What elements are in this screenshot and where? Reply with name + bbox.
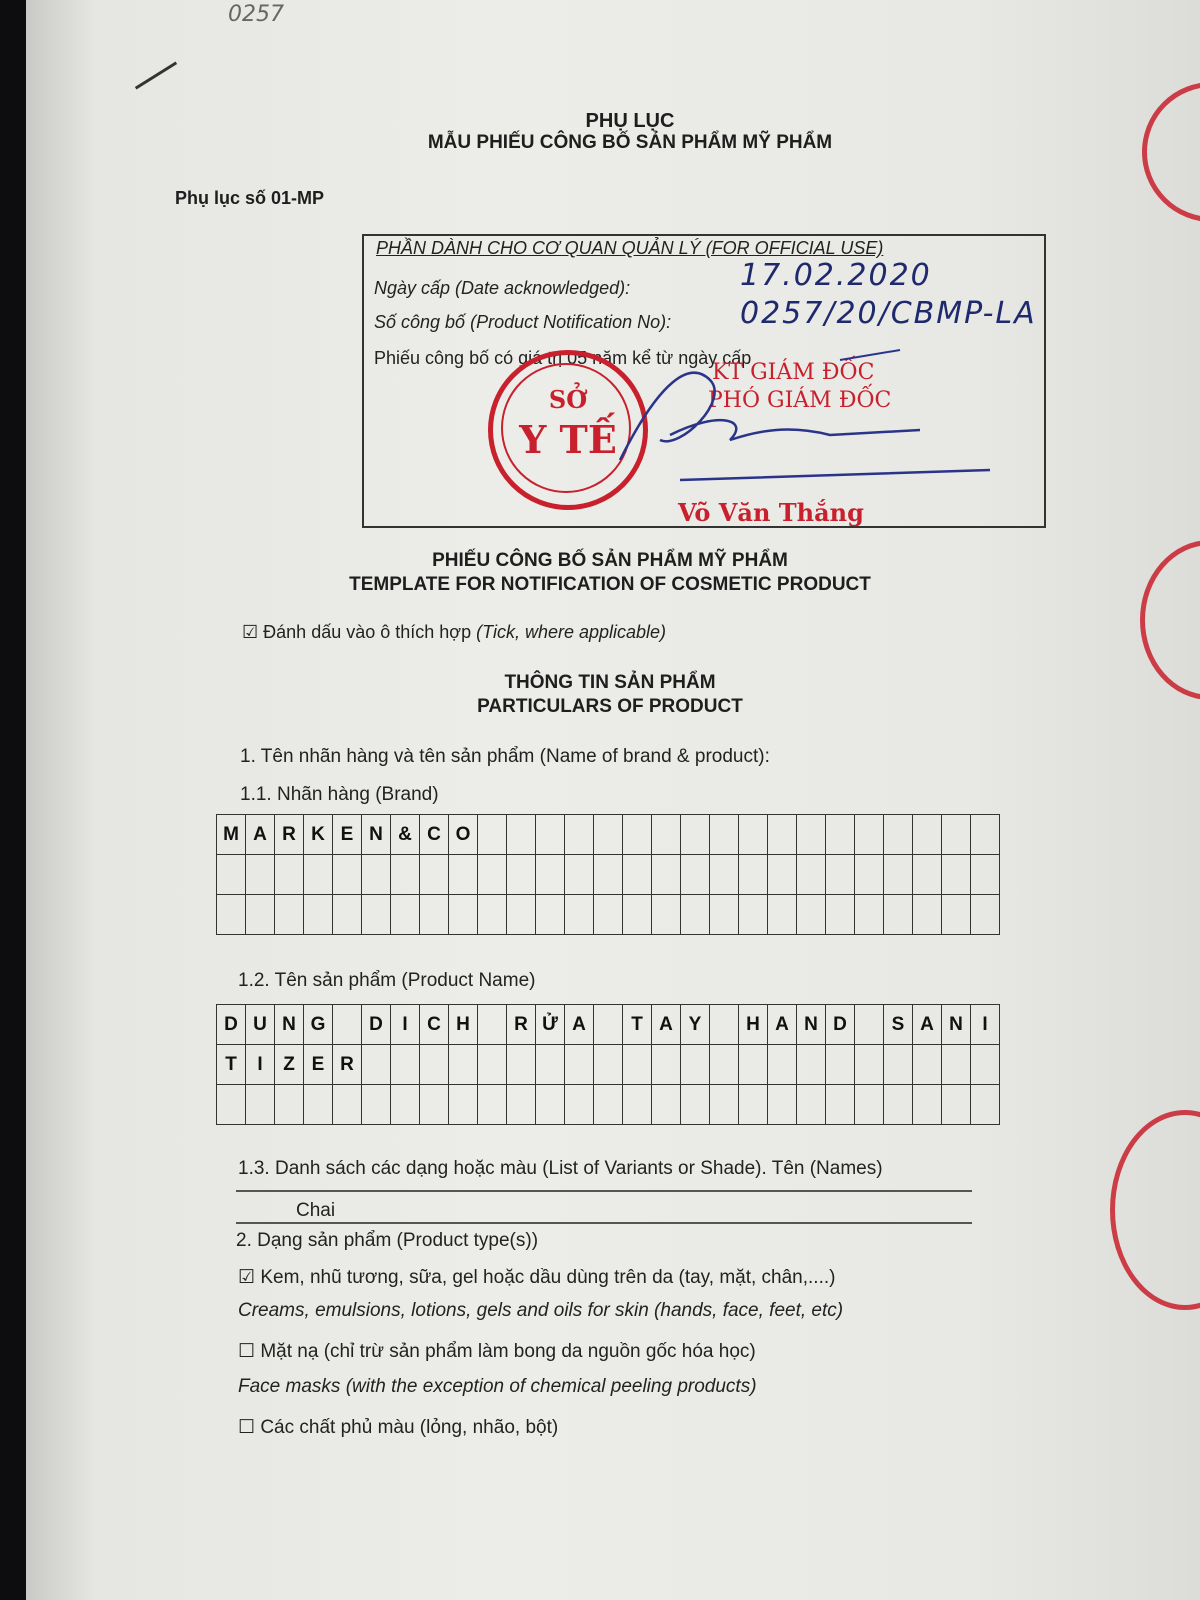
grid-cell <box>623 1045 652 1085</box>
type-option-2 <box>238 1340 756 1363</box>
grid-cell: I <box>246 1045 275 1085</box>
grid-cell <box>884 815 913 855</box>
grid-cell <box>275 1085 304 1125</box>
notification-number-value: 0257/20/CBMP-LA <box>740 296 1037 331</box>
grid-cell <box>304 895 333 935</box>
grid-cell <box>826 1085 855 1125</box>
grid-cell <box>507 1045 536 1085</box>
tick-instruction-vi: Đánh dấu vào ô thích hợp <box>263 622 472 642</box>
grid-cell <box>362 855 391 895</box>
grid-cell <box>594 1085 623 1125</box>
grid-cell <box>710 1045 739 1085</box>
signatory-title-2: PHÓ GIÁM ĐỐC <box>708 388 892 413</box>
grid-cell: H <box>739 1005 768 1045</box>
grid-cell <box>275 895 304 935</box>
grid-cell: N <box>362 815 391 855</box>
grid-cell: N <box>797 1005 826 1045</box>
grid-cell <box>449 1085 478 1125</box>
appendix-number: Phụ lục số 01-MP <box>175 188 325 208</box>
grid-cell <box>855 1005 884 1045</box>
grid-cell <box>971 1045 1000 1085</box>
grid-cell: C <box>420 1005 449 1045</box>
header-line2: MẪU PHIẾU CÔNG BỐ SẢN PHẨM MỸ PHẨM <box>427 132 833 153</box>
grid-cell <box>507 855 536 895</box>
grid-cell <box>710 1085 739 1125</box>
type-option-1-en: Creams, emulsions, lotions, gels and oils for skin (hands, face, feet, etc) <box>238 1300 844 1321</box>
grid-cell <box>826 855 855 895</box>
grid-cell <box>797 855 826 895</box>
grid-cell <box>739 1085 768 1125</box>
grid-cell: A <box>652 1005 681 1045</box>
grid-cell <box>710 855 739 895</box>
grid-cell <box>246 855 275 895</box>
grid-cell <box>391 1045 420 1085</box>
grid-cell <box>971 855 1000 895</box>
grid-cell <box>507 1085 536 1125</box>
grid-cell <box>681 1045 710 1085</box>
grid-cell <box>652 1045 681 1085</box>
grid-cell <box>652 1085 681 1125</box>
grid-cell <box>884 1045 913 1085</box>
handwritten-corner-note: 0257 <box>228 2 284 27</box>
grid-cell: Z <box>275 1045 304 1085</box>
date-acknowledged-value: 17.02.2020 <box>740 258 932 293</box>
product-name-grid <box>216 1004 1000 1125</box>
grid-cell: K <box>304 815 333 855</box>
grid-cell: D <box>217 1005 246 1045</box>
grid-cell: H <box>449 1005 478 1045</box>
section-1-3-label: 1.3. Danh sách các dạng hoặc màu (List of Variants or Shade). Tên (Names) <box>238 1158 883 1179</box>
grid-cell <box>478 1005 507 1045</box>
variants-line-2 <box>236 1222 972 1224</box>
grid-cell <box>681 815 710 855</box>
type-option-1-vi: Kem, nhũ tương, sữa, gel hoặc dầu dùng trên da (tay, mặt, chân,....) <box>260 1267 836 1288</box>
type-option-3 <box>238 1416 558 1439</box>
grid-cell: N <box>275 1005 304 1045</box>
grid-cell: D <box>826 1005 855 1045</box>
grid-cell <box>304 1085 333 1125</box>
grid-cell <box>594 1045 623 1085</box>
grid-cell <box>565 1045 594 1085</box>
grid-row <box>217 1005 1000 1045</box>
validity-label: Phiếu công bố có giá trị 05 năm kể từ ngày cấp <box>374 348 752 368</box>
grid-cell <box>652 855 681 895</box>
grid-cell <box>942 855 971 895</box>
grid-cell <box>333 895 362 935</box>
grid-cell <box>507 895 536 935</box>
grid-cell <box>623 855 652 895</box>
template-title-vi: PHIẾU CÔNG BỐ SẢN PHẨM MỸ PHẨM <box>432 550 788 571</box>
grid-cell <box>420 855 449 895</box>
grid-cell <box>623 815 652 855</box>
grid-cell <box>449 1045 478 1085</box>
grid-cell <box>420 1045 449 1085</box>
grid-cell: M <box>217 815 246 855</box>
section-1-label: 1. Tên nhãn hàng và tên sản phẩm (Name of brand & product): <box>240 746 770 767</box>
grid-cell <box>594 1005 623 1045</box>
signatory-title-1: KT GIÁM ĐỐC <box>712 360 875 385</box>
grid-cell: R <box>333 1045 362 1085</box>
tick-instruction-en: (Tick, where applicable) <box>476 622 667 642</box>
grid-cell <box>420 895 449 935</box>
grid-cell <box>913 815 942 855</box>
grid-cell <box>362 895 391 935</box>
grid-cell <box>681 895 710 935</box>
grid-cell <box>855 815 884 855</box>
type-option-2-vi: Mặt nạ (chỉ trừ sản phẩm làm bong da nguồn gốc hóa học) <box>260 1341 756 1362</box>
grid-cell <box>884 855 913 895</box>
grid-cell <box>565 855 594 895</box>
particulars-title-en: PARTICULARS OF PRODUCT <box>477 696 743 717</box>
grid-cell <box>478 1045 507 1085</box>
grid-cell <box>710 895 739 935</box>
grid-cell <box>710 815 739 855</box>
grid-cell <box>275 855 304 895</box>
grid-cell <box>507 815 536 855</box>
grid-cell <box>246 895 275 935</box>
grid-cell <box>913 1045 942 1085</box>
grid-cell <box>884 1085 913 1125</box>
grid-cell <box>362 1085 391 1125</box>
stamp-top-text: SỞ <box>548 385 588 414</box>
grid-cell <box>652 895 681 935</box>
grid-cell <box>304 855 333 895</box>
grid-cell <box>536 895 565 935</box>
grid-cell <box>536 815 565 855</box>
grid-cell <box>942 815 971 855</box>
grid-cell: G <box>304 1005 333 1045</box>
grid-cell <box>681 1085 710 1125</box>
grid-cell <box>913 895 942 935</box>
grid-cell <box>594 855 623 895</box>
handwritten-signature <box>600 340 1020 500</box>
grid-cell: S <box>884 1005 913 1045</box>
grid-cell <box>478 815 507 855</box>
grid-row <box>217 855 1000 895</box>
grid-cell <box>536 1045 565 1085</box>
variants-value: Chai <box>296 1200 336 1221</box>
grid-cell: Y <box>681 1005 710 1045</box>
official-use-title: PHẦN DÀNH CHO CƠ QUAN QUẢN LÝ (FOR OFFICIAL USE) <box>376 238 884 258</box>
brand-grid <box>216 814 1000 935</box>
grid-cell: A <box>565 1005 594 1045</box>
grid-cell <box>855 1085 884 1125</box>
grid-cell: T <box>217 1045 246 1085</box>
grid-cell: C <box>420 815 449 855</box>
grid-cell <box>971 895 1000 935</box>
grid-cell <box>826 815 855 855</box>
grid-row <box>217 815 1000 855</box>
grid-cell <box>942 1085 971 1125</box>
particulars-title-vi: THÔNG TIN SẢN PHẨM <box>504 672 716 693</box>
grid-cell: I <box>971 1005 1000 1045</box>
grid-cell <box>449 895 478 935</box>
grid-cell <box>333 855 362 895</box>
grid-cell: R <box>507 1005 536 1045</box>
grid-cell <box>739 855 768 895</box>
grid-cell <box>681 855 710 895</box>
grid-cell <box>449 855 478 895</box>
tick-instruction <box>242 622 666 643</box>
grid-cell <box>536 855 565 895</box>
header-line1: PHỤ LỤC <box>585 110 675 132</box>
grid-cell <box>333 1005 362 1045</box>
grid-cell <box>710 1005 739 1045</box>
grid-cell <box>565 815 594 855</box>
grid-cell <box>971 1085 1000 1125</box>
grid-row <box>217 1045 1000 1085</box>
grid-cell <box>217 855 246 895</box>
grid-cell <box>391 895 420 935</box>
signatory-name: Võ Văn Thắng <box>678 498 864 527</box>
grid-cell <box>362 1045 391 1085</box>
grid-cell <box>797 815 826 855</box>
type-option-3-vi: Các chất phủ màu (lỏng, nhão, bột) <box>260 1417 559 1438</box>
grid-cell <box>246 1085 275 1125</box>
grid-cell <box>478 895 507 935</box>
grid-cell <box>420 1085 449 1125</box>
grid-cell <box>884 895 913 935</box>
grid-cell <box>739 815 768 855</box>
grid-cell: A <box>913 1005 942 1045</box>
date-acknowledged-label: Ngày cấp (Date acknowledged): <box>374 278 631 298</box>
grid-cell <box>826 1045 855 1085</box>
grid-cell <box>768 1045 797 1085</box>
grid-cell <box>565 895 594 935</box>
grid-cell <box>391 855 420 895</box>
stamp-main-text: Y TẾ <box>519 417 617 462</box>
grid-cell <box>797 1045 826 1085</box>
variants-line-1 <box>236 1190 972 1192</box>
grid-cell <box>594 815 623 855</box>
section-1-2-label: 1.2. Tên sản phẩm (Product Name) <box>238 970 536 991</box>
grid-cell: O <box>449 815 478 855</box>
grid-cell <box>797 895 826 935</box>
grid-cell: R <box>275 815 304 855</box>
type-option-1 <box>238 1266 835 1289</box>
grid-cell <box>594 895 623 935</box>
grid-cell <box>855 895 884 935</box>
grid-cell <box>739 895 768 935</box>
grid-cell: D <box>362 1005 391 1045</box>
grid-cell <box>623 895 652 935</box>
grid-cell: I <box>391 1005 420 1045</box>
grid-cell: A <box>768 1005 797 1045</box>
type-option-2-en: Face masks (with the exception of chemical peeling products) <box>238 1376 757 1397</box>
grid-cell <box>478 855 507 895</box>
grid-cell: U <box>246 1005 275 1045</box>
grid-cell <box>391 1085 420 1125</box>
section-2-label: 2. Dạng sản phẩm (Product type(s)) <box>236 1230 539 1251</box>
checkbox-checked-icon[interactable]: ☑ <box>238 1267 256 1288</box>
grid-cell <box>536 1085 565 1125</box>
grid-cell: E <box>333 815 362 855</box>
grid-cell <box>478 1085 507 1125</box>
notification-number-label: Số công bố (Product Notification No): <box>374 312 672 332</box>
grid-cell <box>652 815 681 855</box>
grid-cell <box>217 895 246 935</box>
grid-cell: N <box>942 1005 971 1045</box>
grid-cell <box>971 815 1000 855</box>
grid-cell <box>855 855 884 895</box>
grid-cell <box>565 1085 594 1125</box>
checkbox-empty-icon[interactable]: ☐ <box>238 1417 256 1438</box>
grid-cell: E <box>304 1045 333 1085</box>
grid-cell <box>855 1045 884 1085</box>
grid-row <box>217 1085 1000 1125</box>
grid-cell <box>217 1085 246 1125</box>
grid-cell <box>623 1085 652 1125</box>
grid-cell: T <box>623 1005 652 1045</box>
grid-cell <box>913 855 942 895</box>
grid-cell: & <box>391 815 420 855</box>
grid-cell <box>768 1085 797 1125</box>
section-1-1-label: 1.1. Nhãn hàng (Brand) <box>240 784 439 805</box>
checkbox-empty-icon[interactable]: ☐ <box>238 1341 256 1362</box>
grid-cell <box>768 895 797 935</box>
grid-cell: Ử <box>536 1005 565 1045</box>
grid-cell <box>768 815 797 855</box>
checkbox-checked-icon: ☑ <box>242 622 259 642</box>
grid-cell <box>913 1085 942 1125</box>
grid-cell: A <box>246 815 275 855</box>
grid-row <box>217 895 1000 935</box>
grid-cell <box>942 1045 971 1085</box>
grid-cell <box>826 895 855 935</box>
grid-cell <box>942 895 971 935</box>
grid-cell <box>739 1045 768 1085</box>
grid-cell <box>333 1085 362 1125</box>
template-title-en: TEMPLATE FOR NOTIFICATION OF COSMETIC PRODUCT <box>349 574 871 595</box>
grid-cell <box>797 1085 826 1125</box>
grid-cell <box>768 855 797 895</box>
